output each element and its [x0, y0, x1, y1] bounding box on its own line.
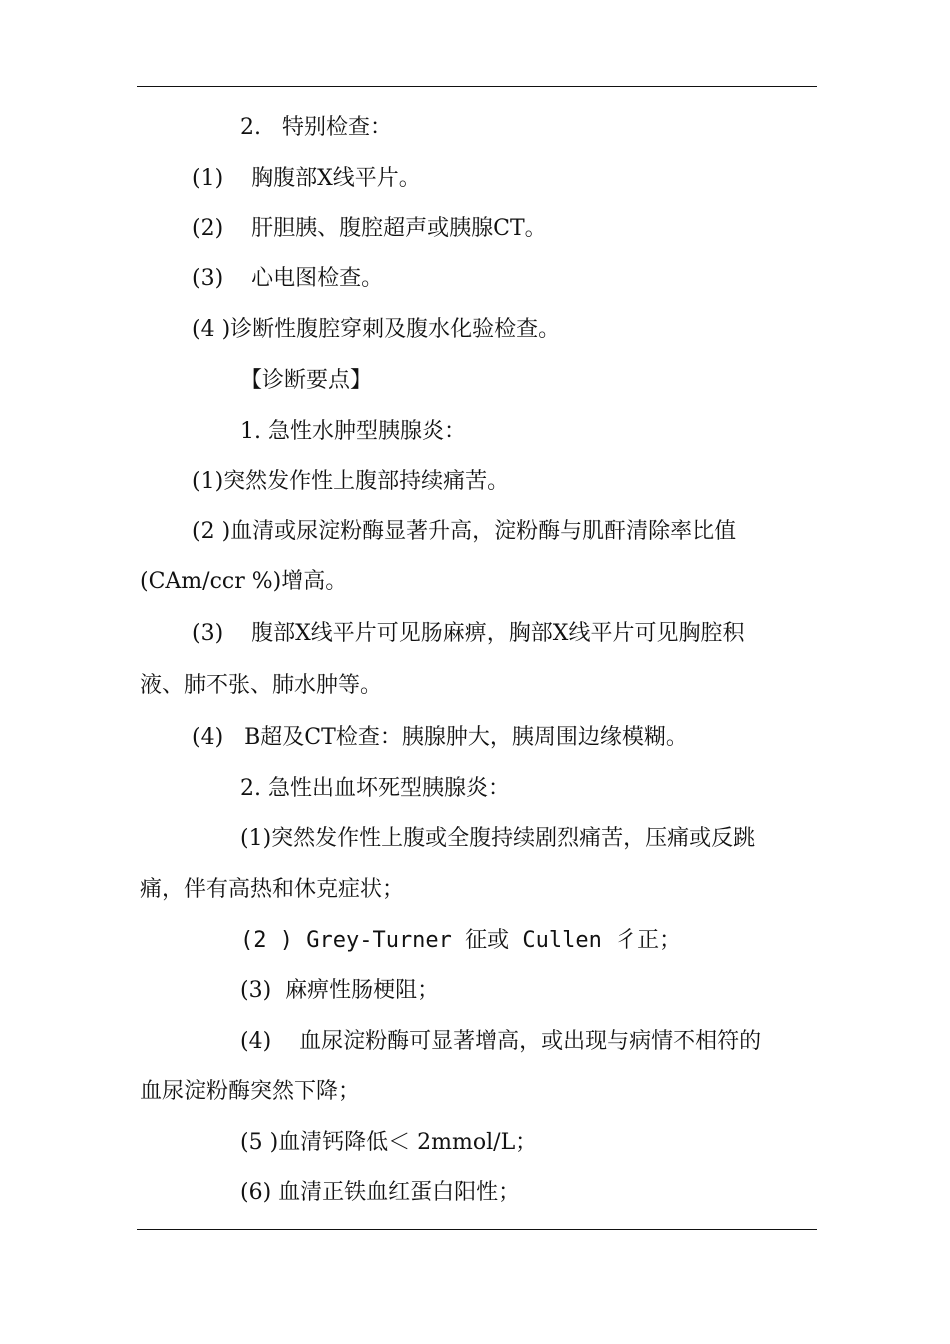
text-line: (2 ) Grey-Turner 征或 Cullen 彳正；	[240, 928, 682, 953]
text-line: (3) 麻痹性肠梗阻；	[240, 978, 440, 1003]
text-line: (3) 心电图检查。	[192, 266, 384, 291]
text-line: (6) 血清正铁血红蛋白阳性；	[240, 1180, 521, 1205]
section-heading: 【诊断要点】	[240, 368, 373, 393]
text-line: 痛，伴有高热和休克症状；	[140, 877, 405, 902]
text-line: (4 )诊断性腹腔穿刺及腹水化验检查。	[192, 317, 561, 342]
text-line: (3) 腹部X线平片可见肠麻痹，胸部X线平片可见胸腔积	[192, 621, 745, 646]
text-line: 2. 急性出血坏死型胰腺炎：	[240, 776, 510, 801]
text-line: 2. 特别检查：	[240, 115, 392, 140]
text-line: (1)突然发作性上腹部持续痛苦。	[192, 469, 510, 494]
header-rule	[137, 86, 817, 87]
text-line: 血尿淀粉酶突然下降；	[140, 1079, 361, 1104]
text-line: (1)突然发作性上腹或全腹持续剧烈痛苦，压痛或反跳	[240, 826, 756, 851]
text-line: (5 )血清钙降低＜ 2mmol/L；	[240, 1130, 538, 1155]
text-line: (CAm/ccr %)增高。	[140, 569, 348, 594]
text-line: (2) 肝胆胰、腹腔超声或胰腺CT。	[192, 216, 547, 241]
text-line: (4) B超及CT检查：胰腺肿大，胰周围边缘模糊。	[192, 725, 688, 750]
text-line: 1. 急性水肿型胰腺炎：	[240, 419, 466, 444]
text-line: 液、肺不张、肺水肿等。	[140, 673, 383, 698]
text-line: (1) 胸腹部X线平片。	[192, 166, 421, 191]
text-line: (4) 血尿淀粉酶可显著增高，或出现与病情不相符的	[240, 1029, 762, 1054]
footer-rule	[137, 1229, 817, 1230]
text-line: (2 )血清或尿淀粉酶显著升高，淀粉酶与肌酐清除率比值	[192, 519, 737, 544]
